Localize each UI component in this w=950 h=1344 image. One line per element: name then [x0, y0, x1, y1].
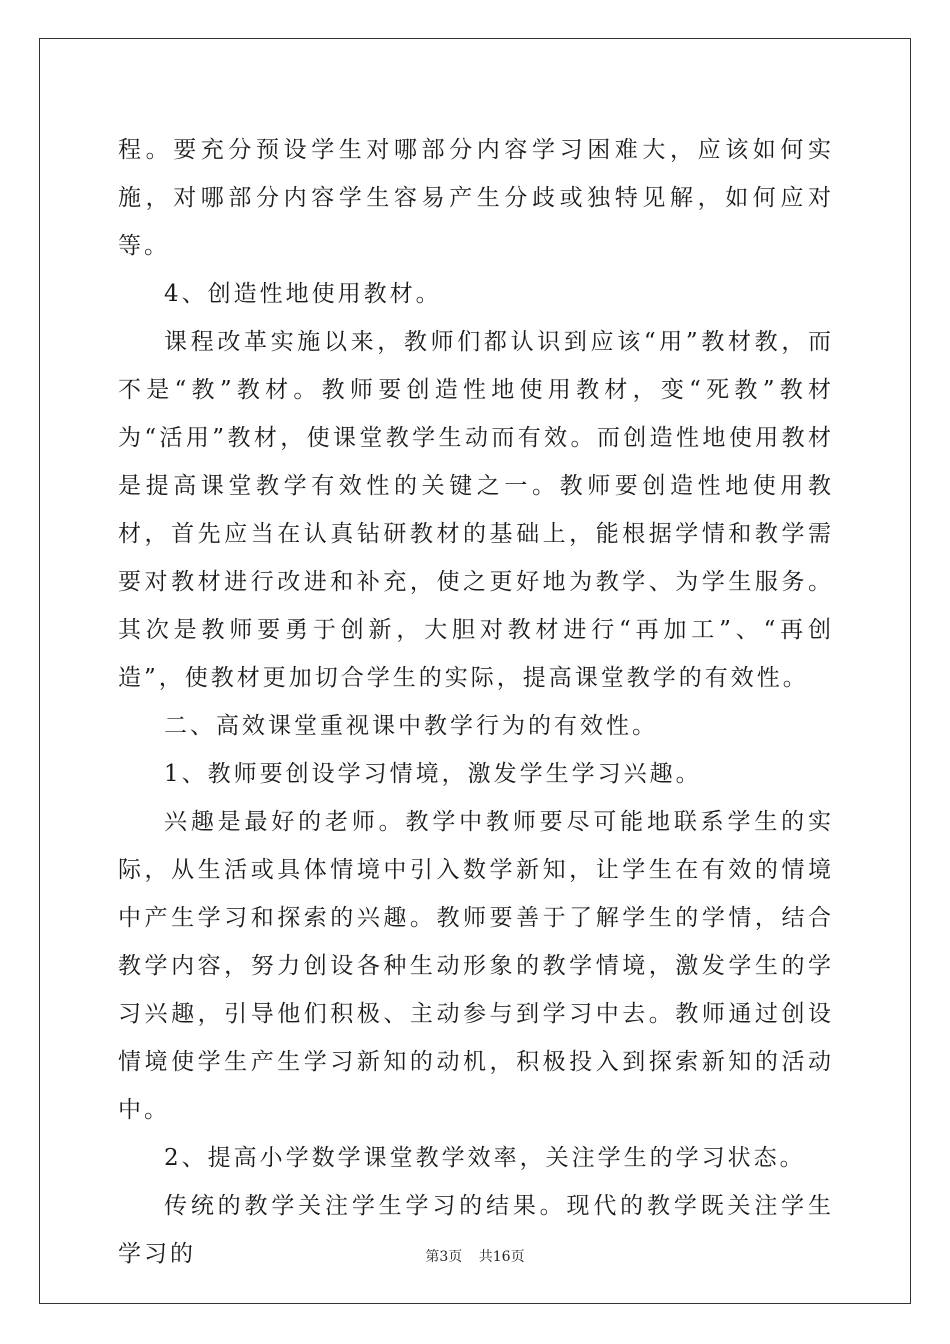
page-number: 第3页	[425, 1249, 463, 1265]
paragraph-5: 1、教师要创设学习情境，激发学生学习兴趣。	[164, 761, 702, 787]
total-pages: 共16页	[478, 1249, 525, 1265]
paragraph-8: 传统的教学关注学生学习的结果。现代的教学既关注学生学习的	[118, 1193, 834, 1267]
paragraph-4: 二、高效课堂重视课中教学行为的有效性。	[164, 713, 658, 739]
paragraph-6: 兴趣是最好的老师。教学中教师要尽可能地联系学生的实际，从生活或具体情境中引入数学新知，让学生在有效的情境中产生学习和探索的兴趣。教师要善于了解学生的学情，结合教学内容，努力创设各种生动形象的教学情境，激发学生的学习兴趣，引导他们积极、主动参与到学习中去。教师通过创设情境使学生产生学习新知的动机，积极投入到探索新知的活动中。	[118, 809, 834, 1123]
paragraph-3: 课程改革实施以来，教师们都认识到应该“用”教材教，而不是“教”教材。教师要创造性地使用教材，变“死教”教材为“活用”教材，使课堂教学生动而有效。而创造性地使用教材是提高课堂教学有效性的关键之一。教师要创造性地使用教材，首先应当在认真钻研教材的基础上，能根据学情和教学需要对教材进行改进和补充，使之更好地为教学、为学生服务。其次是教师要勇于创新，大胆对教材进行“再加工”、“再创造”，使教材更加切合学生的实际，提高课堂教学的有效性。	[118, 329, 834, 691]
paragraph-2: 4、创造性地使用教材。	[164, 281, 442, 307]
page-footer	[0, 1246, 950, 1266]
paragraph-7: 2、提高小学数学课堂教学效率，关注学生的学习状态。	[164, 1145, 806, 1171]
paragraph-1: 程。要充分预设学生对哪部分内容学习困难大，应该如何实施，对哪部分内容学生容易产生分歧或独特见解，如何应对等。	[118, 137, 834, 259]
document-body	[118, 126, 834, 1278]
